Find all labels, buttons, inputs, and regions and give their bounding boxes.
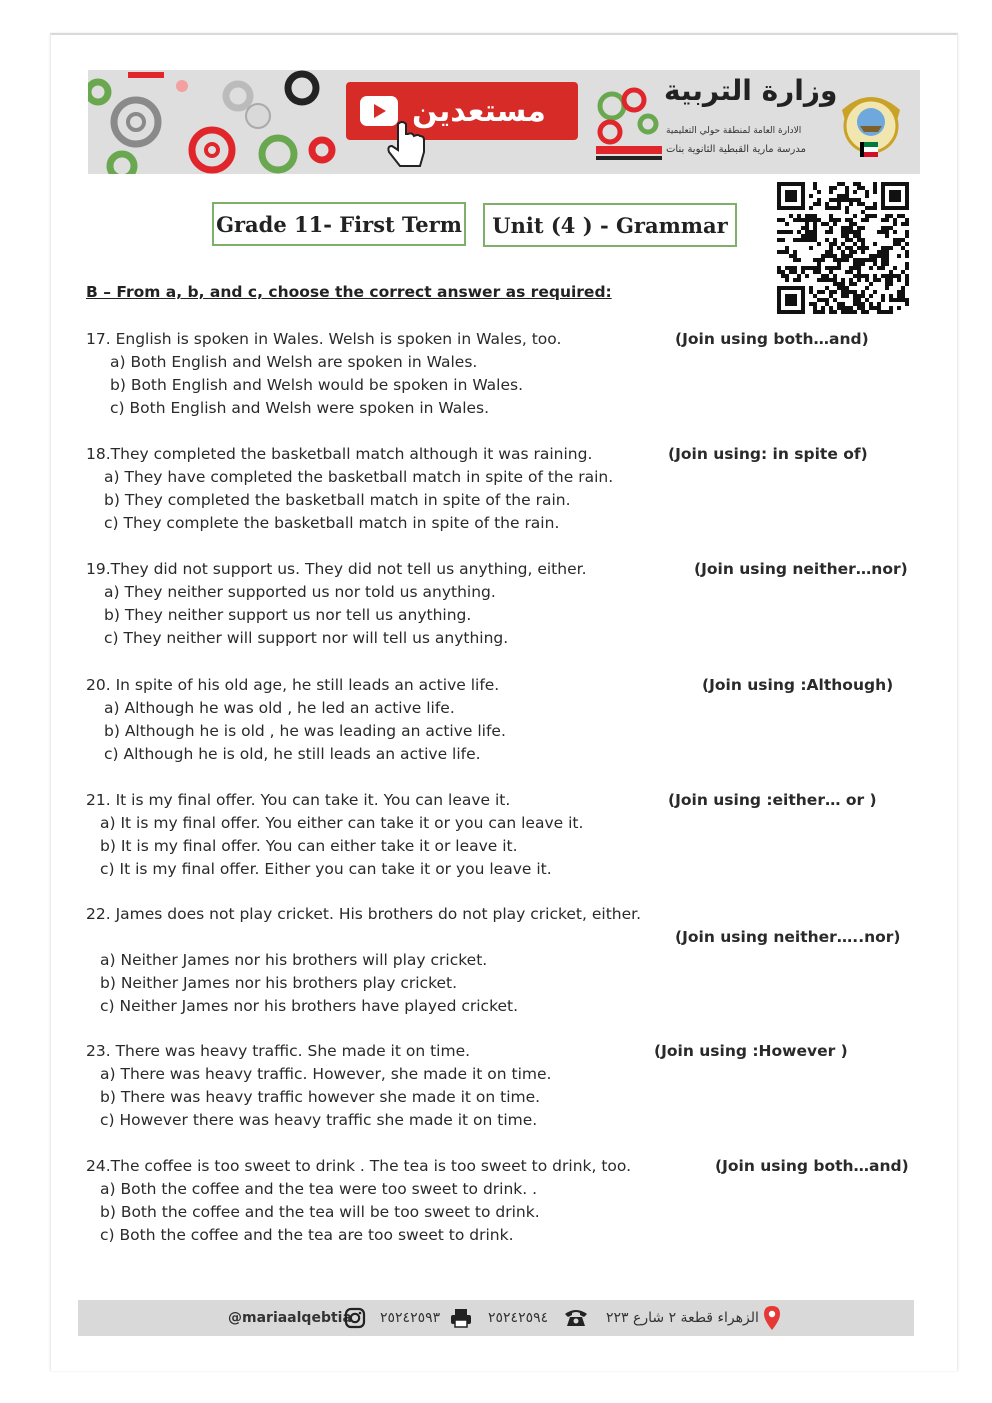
question-18 — [86, 443, 926, 535]
question-24 — [86, 1155, 926, 1247]
option-b[interactable]: b) Both the coffee and the tea will be too sweet to drink. — [100, 1203, 540, 1221]
qr-code[interactable] — [777, 182, 909, 314]
question-17 — [86, 328, 926, 420]
unit-title-box: Unit (4 ) - Grammar — [483, 203, 737, 247]
ministry-title: وزارة التربية — [664, 74, 838, 107]
question-21 — [86, 789, 926, 881]
question-20 — [86, 674, 926, 766]
option-b[interactable]: b) Although he is old , he was leading an active life. — [104, 722, 506, 740]
question-stem: 17. English is spoken in Wales. Welsh is spoken in Wales, too. — [86, 330, 562, 348]
question-stem: 21. It is my final offer. You can take it. You can leave it. — [86, 791, 511, 809]
grade-title-box: Grade 11- First Term — [212, 202, 466, 246]
question-stem: 19.They did not support us. They did not tell us anything, either. — [86, 560, 587, 578]
option-c[interactable]: c) Neither James nor his brothers have played cricket. — [100, 997, 519, 1015]
question-stem: 22. James does not play cricket. His brothers do not play cricket, either. — [86, 905, 642, 923]
join-instruction: (Join using both…and) — [715, 1157, 909, 1175]
option-b[interactable]: b) There was heavy traffic however she made it on time. — [100, 1088, 541, 1106]
option-a[interactable]: a) They have completed the basketball match in spite of the rain. — [104, 468, 614, 486]
option-a[interactable]: a) Although he was old , he led an active life. — [104, 699, 455, 717]
question-22 — [86, 903, 926, 1018]
gears-logo-icon — [88, 70, 338, 174]
option-a[interactable]: a) Neither James nor his brothers will play cricket. — [100, 951, 488, 969]
option-b[interactable]: b) They completed the basketball match in spite of the rain. — [104, 491, 571, 509]
youtube-banner — [346, 82, 578, 140]
option-a[interactable]: a) Both English and Welsh are spoken in Wales. — [110, 353, 478, 371]
option-a[interactable]: a) It is my final offer. You either can take it or you can leave it. — [100, 814, 584, 832]
address-text: الزهراء قطعة ٢ شارع ٢٢٣ — [606, 1310, 759, 1326]
footer-contact-bar — [78, 1300, 914, 1336]
question-stem: 18.They completed the basketball match although it was raining. — [86, 445, 593, 463]
pointer-hand-icon — [384, 120, 432, 172]
option-c[interactable]: c) They neither will support nor will tell us anything. — [104, 629, 509, 647]
phone-icon — [564, 1308, 588, 1328]
question-stem: 23. There was heavy traffic. She made it on time. — [86, 1042, 471, 1060]
join-instruction: (Join using :either… or ) — [668, 791, 877, 809]
option-c[interactable]: c) Although he is old, he still leads an active life. — [104, 745, 481, 763]
join-instruction: (Join using neither…nor) — [694, 560, 908, 578]
ministry-logo-block — [584, 70, 920, 174]
join-instruction: (Join using: in spite of) — [668, 445, 868, 463]
join-instruction: (Join using :However ) — [654, 1042, 848, 1060]
option-c[interactable]: c) They complete the basketball match in spite of the rain. — [104, 514, 560, 532]
phone-number: ٢٥٢٤٢٥٩٤ — [488, 1310, 549, 1326]
option-a[interactable]: a) They neither supported us nor told us anything. — [104, 583, 496, 601]
option-b[interactable]: b) Neither James nor his brothers play cricket. — [100, 974, 458, 992]
question-stem: 24.The coffee is too sweet to drink . The tea is too sweet to drink, too. — [86, 1157, 632, 1175]
instagram-handle[interactable]: @mariaalqebtia — [228, 1310, 352, 1326]
option-b[interactable]: b) Both English and Welsh would be spoken in Wales. — [110, 376, 524, 394]
option-c[interactable]: c) It is my final offer. Either you can take it or you leave it. — [100, 860, 552, 878]
option-b[interactable]: b) It is my final offer. You can either take it or leave it. — [100, 837, 518, 855]
location-pin-icon — [764, 1306, 780, 1330]
ministry-subtitle-1: الادارة العامة لمنطقة حولي التعليمية — [666, 126, 802, 136]
school-gears-icon — [588, 80, 668, 164]
header-banner — [88, 70, 920, 174]
join-instruction: (Join using neither…..nor) — [675, 928, 901, 946]
ministry-subtitle-2: مدرسة مارية القبطية الثانوية بنات — [666, 144, 806, 155]
option-a[interactable]: a) There was heavy traffic. However, she made it on time. — [100, 1065, 552, 1083]
section-instruction: B – From a, b, and c, choose the correct answer as required: — [86, 283, 612, 301]
option-b[interactable]: b) They neither support us nor tell us anything. — [104, 606, 472, 624]
option-c[interactable]: c) Both the coffee and the tea are too sweet to drink. — [100, 1226, 514, 1244]
question-stem: 20. In spite of his old age, he still leads an active life. — [86, 676, 500, 694]
instagram-icon — [344, 1307, 366, 1329]
option-c[interactable]: c) Both English and Welsh were spoken in Wales. — [110, 399, 490, 417]
option-a[interactable]: a) Both the coffee and the tea were too sweet to drink. . — [100, 1180, 538, 1198]
join-instruction: (Join using both…and) — [675, 330, 869, 348]
question-19 — [86, 558, 926, 650]
question-23 — [86, 1040, 926, 1132]
join-instruction: (Join using :Although) — [702, 676, 894, 694]
option-c[interactable]: c) However there was heavy traffic she made it on time. — [100, 1111, 538, 1129]
fax-icon — [450, 1308, 472, 1328]
kuwait-emblem-icon — [838, 80, 904, 164]
youtube-banner-text: مستعدين — [412, 93, 546, 129]
fax-number: ٢٥٢٤٢٥٩٣ — [380, 1310, 441, 1326]
